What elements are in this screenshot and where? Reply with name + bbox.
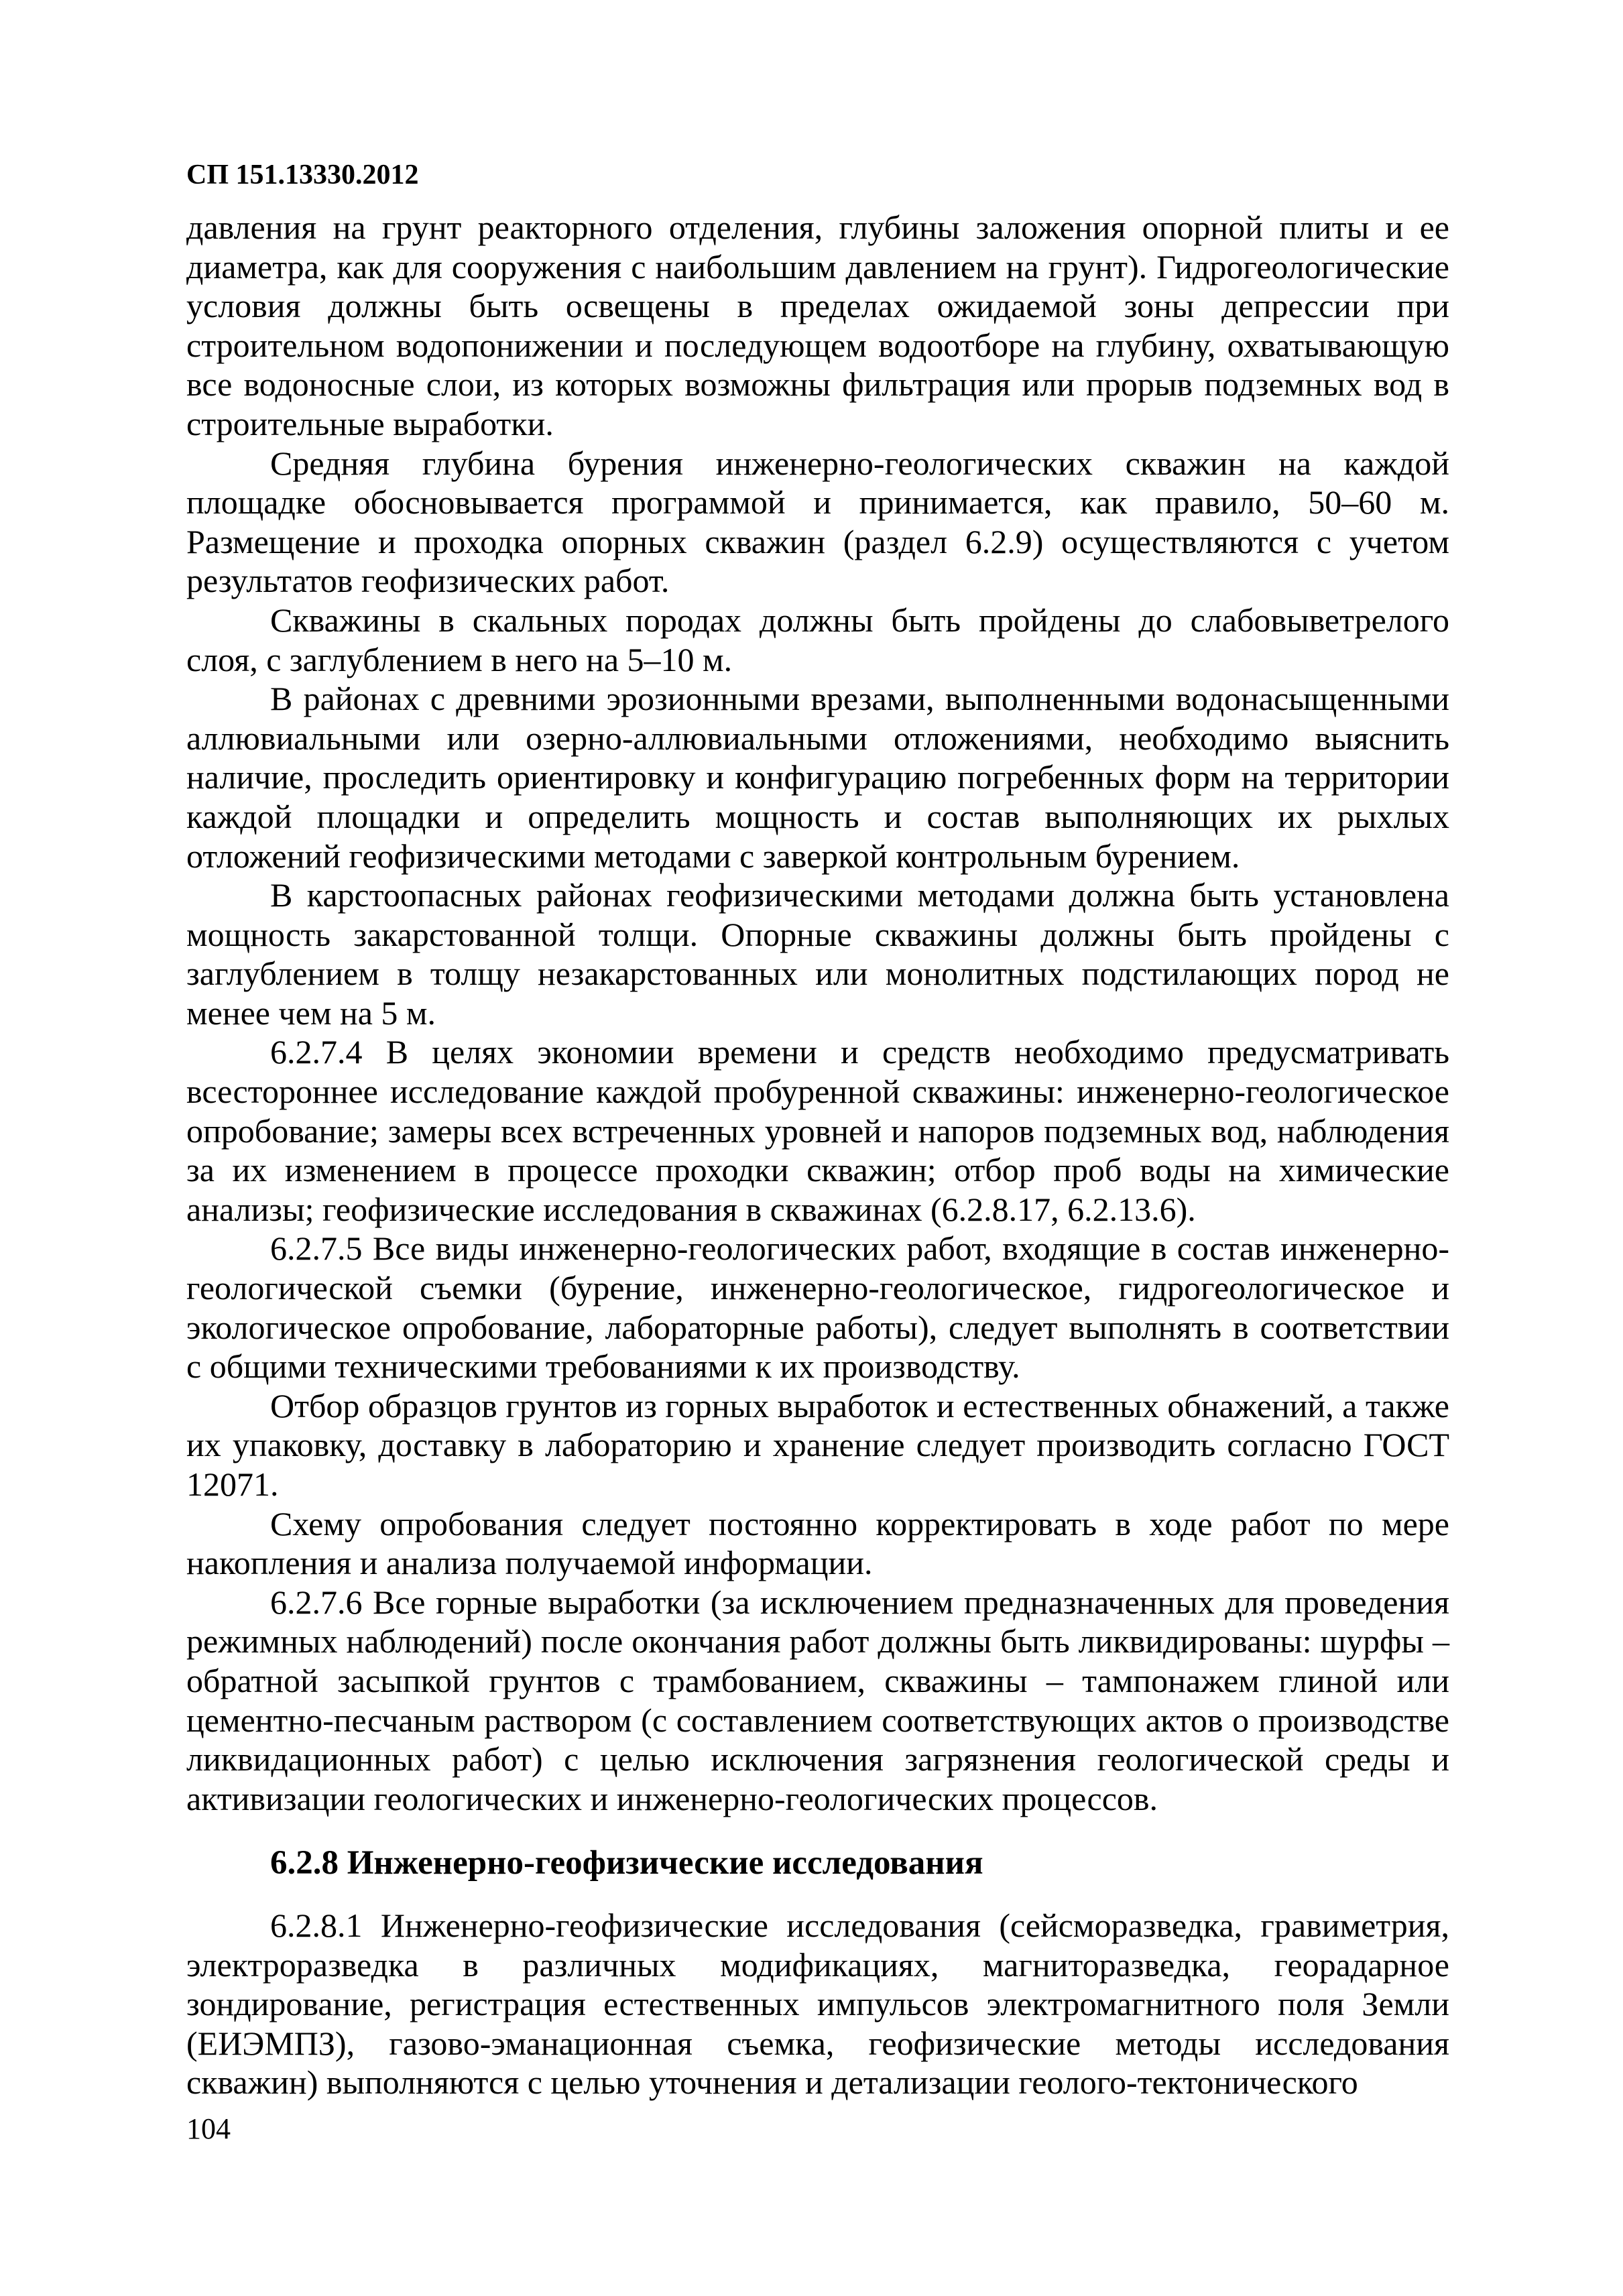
paragraph-karst: В карстоопасных районах геофизическими методами должна быть установлена мощность закарстованной толщи. Опорные скважины должны быть пройдены с заглублением в толщу незакарстованных или монолитных подстилающих пород не менее чем на 5 м. — [186, 876, 1449, 1032]
paragraph-drilling-depth: Средняя глубина бурения инженерно-геологических скважин на каждой площадке обосновывается программой и принимается, как правило, 50–60 м. Размещение и проходка опорных скважин (раздел 6.2.9) осуществляются с учетом результатов геофизических работ. — [186, 444, 1449, 600]
paragraph-continuation: давления на грунт реакторного отделения, глубины заложения опорной плиты и ее диаметра, как для сооружения с наибольшим давлением на грунт). Гидрогеологические условия должны быть освещены в пределах ожидаемой зоны депрессии при строительном водопонижении и последующем водоотборе на глубину, охватывающую все водоносные слои, из которых возможны фильтрация или прорыв подземных вод в строительные выработки. — [186, 208, 1449, 442]
page-number: 104 — [186, 2112, 231, 2145]
section-heading: 6.2.8 Инженерно-геофизические исследования — [270, 1844, 983, 1882]
paragraph-erosion-cuts: В районах с древними эрозионными врезами, выполненными водонасыщенными аллювиальными или озерно-аллювиальными отложениями, необходимо выяснить наличие, проследить ориентировку и конфигурацию погребенных форм на территории каждой площадки и определить мощность и состав выполняющих их рыхлых отложений геофизическими методами с заверкой контрольным бурением. — [186, 680, 1449, 875]
paragraph-soil-sampling: Отбор образцов грунтов из горных выработок и естественных обнажений, а также их упаковку, доставку в лабораторию и хранение следует производить согласно ГОСТ 12071. — [186, 1386, 1449, 1503]
document-code-header: СП 151.13330.2012 — [186, 160, 419, 190]
paragraph-6-2-8-1: 6.2.8.1 Инженерно-геофизические исследования (сейсморазведка, гравиметрия, электроразведка в различных модификациях, магниторазведка, георадарное зондирование, регистрация естественных импульсов электромагнитного поля Земли (ЕИЭМПЗ), газово-эманационная съемка, геофизические методы исследования скважин) выполняются с целью уточнения и детализации геолого-тектонического — [186, 1906, 1449, 2102]
paragraph-6-2-7-4: 6.2.7.4 В целях экономии времени и средств необходимо предусматривать всестороннее исследование каждой пробуренной скважины: инженерно-геологическое опробование; замеры всех встреченных уровней и напоров подземных вод, наблюдения за их изменением в процессе проходки скважин; отбор проб воды на химические анализы; геофизические исследования в скважинах (6.2.8.17, 6.2.13.6). — [186, 1033, 1449, 1228]
paragraph-6-2-7-5: 6.2.7.5 Все виды инженерно-геологических работ, входящие в состав инженерно-геологической съемки (бурение, инженерно-геологическое, гидрогеологическое и экологическое опробование, лабораторные работы), следует выполнять в соответствии с общими техническими требованиями к их производству. — [186, 1229, 1449, 1386]
document-body — [186, 208, 1449, 2102]
paragraph-sampling-scheme: Схему опробования следует постоянно корректировать в ходе работ по мере накопления и анализа получаемой информации. — [186, 1504, 1449, 1582]
paragraph-rock-wells: Скважины в скальных породах должны быть пройдены до слабовыветрелого слоя, с заглублением в него на 5–10 м. — [186, 601, 1449, 678]
paragraph-6-2-7-6: 6.2.7.6 Все горные выработки (за исключением предназначенных для проведения режимных наблюдений) после окончания работ должны быть ликвидированы: шурфы – обратной засыпкой грунтов с трамбованием, скважины – тампонажем глиной или цементно-песчаным раствором (с составлением соответствующих актов о производстве ликвидационных работ) с целью исключения загрязнения геологической среды и активизации геологических и инженерно-геологических процессов. — [186, 1583, 1449, 1817]
